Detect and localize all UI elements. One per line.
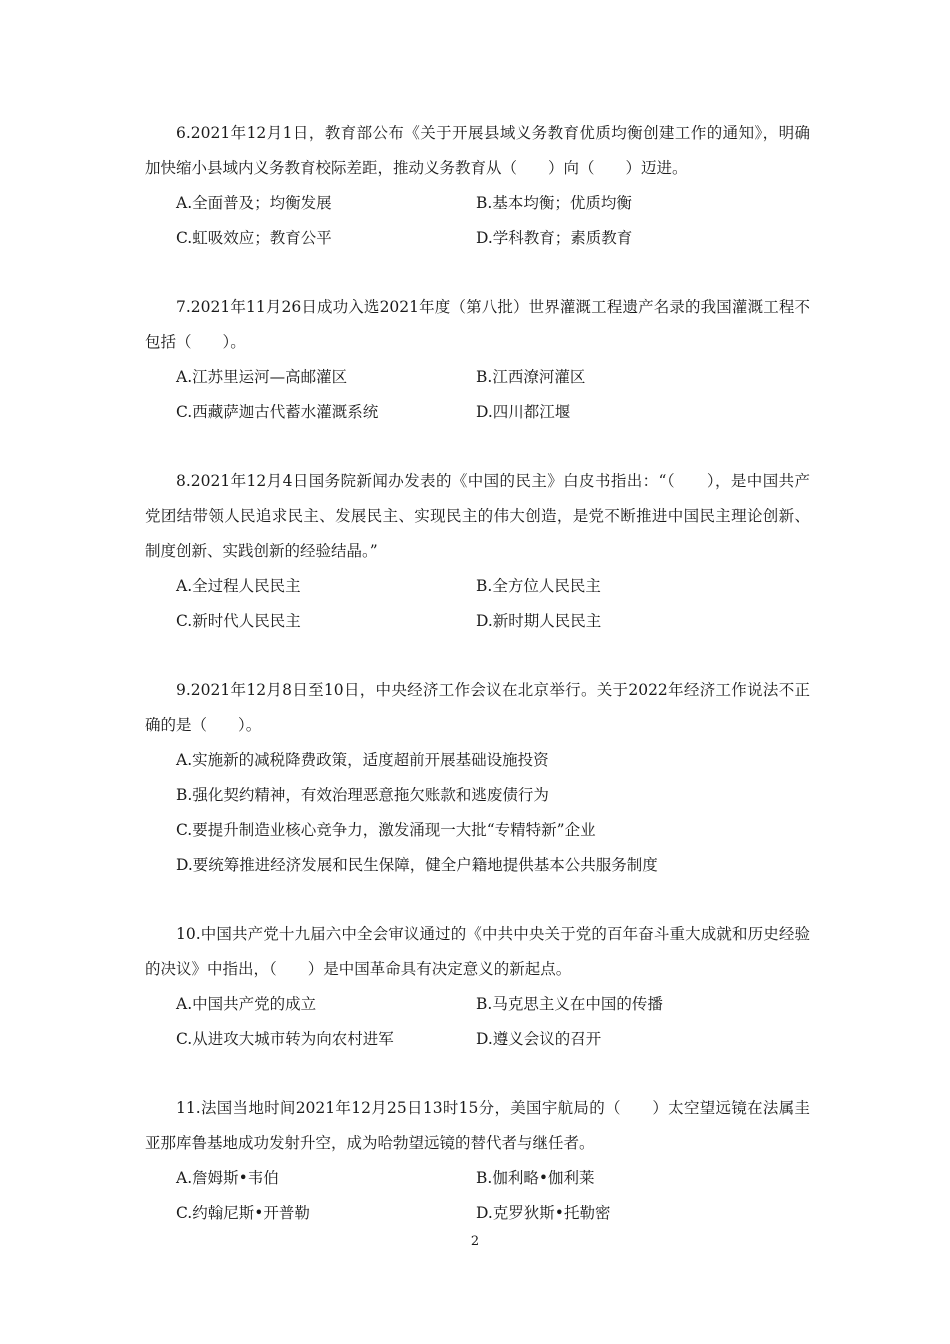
page-number: 2	[470, 1234, 480, 1249]
option-c: C.约翰尼斯•开普勒	[176, 1204, 310, 1222]
option-c: C.虹吸效应；教育公平	[176, 229, 332, 247]
option-d: D.遵义会议的召开	[476, 1030, 602, 1048]
option-c: C.从进攻大城市转为向农村进军	[176, 1030, 394, 1048]
option-c: C.新时代人民民主	[176, 612, 301, 630]
option-a: A.全面普及；均衡发展	[176, 194, 332, 212]
question-11	[145, 1091, 810, 1231]
options	[145, 743, 810, 883]
option-b: B.基本均衡；优质均衡	[476, 194, 632, 212]
question-stem: 8.2021年12月4日国务院新闻办发表的《中国的民主》白皮书指出：“（ ），是中国共产党团结带领人民追求民主、发展民主、实现民主的伟大创造，是党不断推进中国民主理论创新、制度创新、实践创新的经验结晶。”	[145, 472, 810, 560]
question-stem: 6.2021年12月1日，教育部公布《关于开展县域义务教育优质均衡创建工作的通知》，明确加快缩小县域内义务教育校际差距，推动义务教育从（ ）向（ ）迈进。	[145, 124, 810, 177]
option-a: A.全过程人民民主	[176, 577, 301, 595]
question-10	[145, 917, 810, 1057]
question-stem: 11.法国当地时间2021年12月25日13时15分，美国宇航局的（ ）太空望远镜在法属圭亚那库鲁基地成功发射升空，成为哈勃望远镜的替代者与继任者。	[145, 1099, 810, 1152]
option-a: A.实施新的减税降费政策，适度超前开展基础设施投资	[176, 751, 549, 769]
question-stem: 7.2021年11月26日成功入选2021年度（第八批）世界灌溉工程遗产名录的我国灌溉工程不包括（ ）。	[145, 298, 810, 351]
option-b: B.马克思主义在中国的传播	[476, 995, 663, 1013]
question-6	[145, 116, 810, 256]
options	[145, 987, 810, 1057]
options	[145, 1161, 810, 1231]
option-c: C.要提升制造业核心竞争力，激发涌现一大批“专精特新”企业	[176, 821, 596, 839]
option-d: D.学科教育；素质教育	[476, 229, 633, 247]
question-8	[145, 464, 810, 639]
question-stem: 10.中国共产党十九届六中全会审议通过的《中共中央关于党的百年奋斗重大成就和历史经验的决议》中指出，（ ）是中国革命具有决定意义的新起点。	[145, 925, 810, 978]
option-a: A.江苏里运河—高邮灌区	[176, 368, 348, 386]
option-d: D.新时期人民民主	[476, 612, 602, 630]
option-d: D.要统筹推进经济发展和民生保障，健全户籍地提供基本公共服务制度	[176, 856, 658, 874]
options	[145, 569, 810, 639]
option-a: A.詹姆斯•韦伯	[176, 1169, 279, 1187]
option-c: C.西藏萨迦古代蓄水灌溉系统	[176, 403, 379, 421]
option-d: D.四川都江堰	[476, 403, 571, 421]
option-b: B.伽利略•伽利莱	[476, 1169, 595, 1187]
option-b: B.江西潦河灌区	[476, 368, 586, 386]
option-a: A.中国共产党的成立	[176, 995, 317, 1013]
option-b: B.全方位人民民主	[476, 577, 601, 595]
options	[145, 360, 810, 430]
options	[145, 186, 810, 256]
question-9	[145, 673, 810, 883]
question-7	[145, 290, 810, 430]
option-b: B.强化契约精神，有效治理恶意拖欠账款和逃废债行为	[176, 786, 549, 804]
option-d: D.克罗狄斯•托勒密	[476, 1204, 611, 1222]
question-stem: 9.2021年12月8日至10日，中央经济工作会议在北京举行。关于2022年经济工作说法不正确的是（ ）。	[145, 681, 810, 734]
